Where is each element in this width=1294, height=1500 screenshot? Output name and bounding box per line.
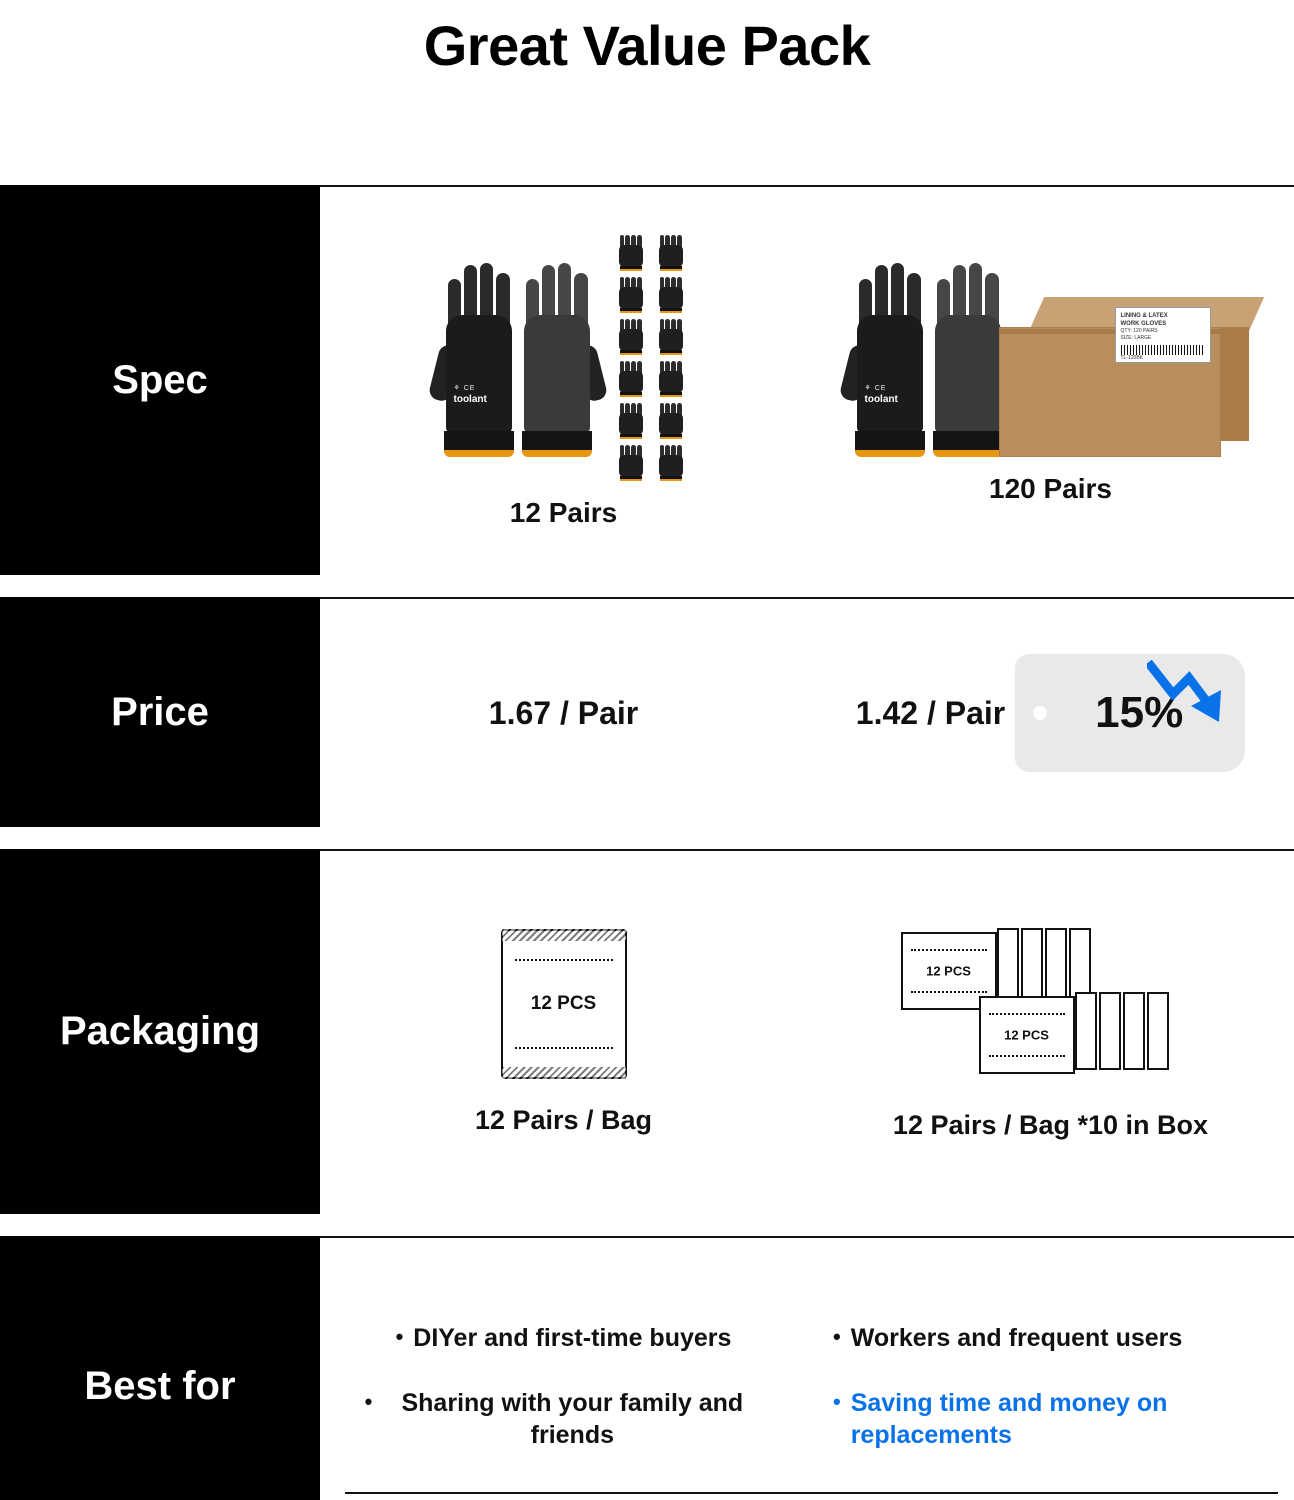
glove-right-icon — [520, 257, 594, 457]
bag-edge-icon — [1045, 928, 1067, 1006]
bullet-dot-icon: • — [833, 1324, 841, 1350]
glove-left-icon — [853, 257, 927, 457]
barcode-icon — [1121, 345, 1205, 355]
glove-cert-marks: ⚘ CE — [864, 385, 887, 393]
price-col-120pairs — [807, 599, 1294, 827]
list-item-highlighted — [833, 1388, 1268, 1451]
mini-glove-icon — [616, 317, 646, 355]
best-for-col-120pairs — [807, 1323, 1294, 1451]
bag-edge-icon — [1021, 928, 1043, 1006]
price-right: 1.42 / Pair — [855, 694, 1006, 731]
spec-col-120pairs — [807, 187, 1294, 575]
mini-glove-icon — [656, 275, 686, 313]
best-for-col-12pairs — [320, 1323, 807, 1451]
price-col-12pairs — [320, 599, 807, 827]
row-label-spec: Spec — [0, 185, 320, 575]
bag-edge-icon — [1123, 992, 1145, 1070]
glove-brand: toolant — [864, 393, 898, 405]
spec-caption-right: 120 Pairs — [989, 473, 1112, 504]
glove-brand: toolant — [453, 393, 487, 405]
shipping-label — [1115, 307, 1211, 363]
mini-glove-icon — [656, 317, 686, 355]
packaging-col-12pairs — [320, 851, 807, 1214]
shipping-label-line1: LINING & LATEX — [1120, 313, 1168, 319]
bag-edge-icon — [1075, 992, 1097, 1070]
list-item-label: Saving time and money on replacements — [850, 1389, 1168, 1449]
price-content — [320, 597, 1294, 827]
shipping-label-line3: QTY: 120 PAIRS — [1120, 328, 1158, 335]
bag-edge-icon — [1099, 992, 1121, 1070]
bag-pcs-label: 12 PCS — [1004, 1027, 1049, 1043]
bullet-dot-icon: • — [395, 1324, 404, 1350]
mini-glove-icon — [616, 233, 646, 271]
comparison-table — [0, 185, 1294, 1500]
bag-icon — [501, 929, 627, 1079]
table-row-packaging — [0, 849, 1294, 1214]
glove-cert-marks: ⚘ CE — [453, 385, 476, 393]
table-row-spec — [0, 185, 1294, 575]
packaging-caption-left: 12 Pairs / Bag — [474, 1105, 653, 1135]
bag-pcs-label: 12 PCS — [530, 993, 597, 1014]
mini-glove-icon — [616, 359, 646, 397]
glove-pair-illustration — [442, 257, 594, 457]
packaging-content — [320, 849, 1294, 1214]
carton-box-icon — [999, 297, 1249, 457]
list-item-label: DIYer and first-time buyers — [413, 1324, 732, 1353]
row-label-packaging: Packaging — [0, 849, 320, 1214]
row-label-best-for: Best for — [0, 1236, 320, 1500]
list-item-label: Workers and frequent users — [850, 1324, 1183, 1353]
packaging-col-120pairs — [807, 851, 1294, 1214]
bag-edge-icon — [1147, 992, 1169, 1070]
spec-caption-left: 12 Pairs — [509, 497, 618, 528]
mini-glove-grid — [616, 233, 686, 481]
mini-glove-icon — [656, 401, 686, 439]
mini-glove-icon — [656, 443, 686, 481]
row-gap — [0, 827, 1294, 849]
mini-glove-icon — [616, 443, 646, 481]
packaging-caption-right: 12 Pairs / Bag *10 in Box — [892, 1110, 1209, 1140]
mini-glove-icon — [616, 275, 646, 313]
bullet-dot-icon: • — [364, 1389, 373, 1415]
table-row-price — [0, 597, 1294, 827]
bag-icon — [979, 996, 1075, 1074]
row-gap — [0, 1214, 1294, 1236]
row-label-price: Price — [0, 597, 320, 827]
shipping-label-line4: SIZE: LARGE — [1120, 334, 1152, 341]
spec-col-12pairs — [320, 187, 807, 575]
best-for-content — [320, 1236, 1294, 1500]
list-item-label: Sharing with your family and friends — [401, 1389, 744, 1449]
bottom-divider — [345, 1492, 1278, 1494]
table-row-best-for — [0, 1236, 1294, 1500]
discount-percent: 15% — [1095, 688, 1184, 737]
bag-stack-icon — [901, 924, 1201, 1084]
bag-pcs-label: 12 PCS — [926, 963, 971, 979]
mini-glove-icon — [656, 359, 686, 397]
row-gap — [0, 575, 1294, 597]
discount-tag — [1015, 654, 1245, 772]
spec-content — [320, 185, 1294, 575]
glove-right-icon — [931, 257, 1005, 457]
glove-left-icon — [442, 257, 516, 457]
glove-pair-illustration — [853, 257, 1005, 457]
page-title: Great Value Pack — [423, 13, 871, 77]
shipping-label-code: TL-120BK — [1120, 354, 1144, 361]
mini-glove-icon — [656, 233, 686, 271]
down-arrow-icon — [1147, 660, 1231, 730]
list-item — [346, 1323, 781, 1354]
bullet-dot-icon: • — [833, 1389, 841, 1415]
bag-edge-icon — [997, 928, 1019, 1006]
mini-glove-icon — [616, 401, 646, 439]
list-item — [833, 1323, 1268, 1354]
price-left: 1.67 / Pair — [488, 694, 639, 731]
list-item — [346, 1388, 781, 1451]
shipping-label-line2: WORK GLOVES — [1120, 321, 1167, 328]
